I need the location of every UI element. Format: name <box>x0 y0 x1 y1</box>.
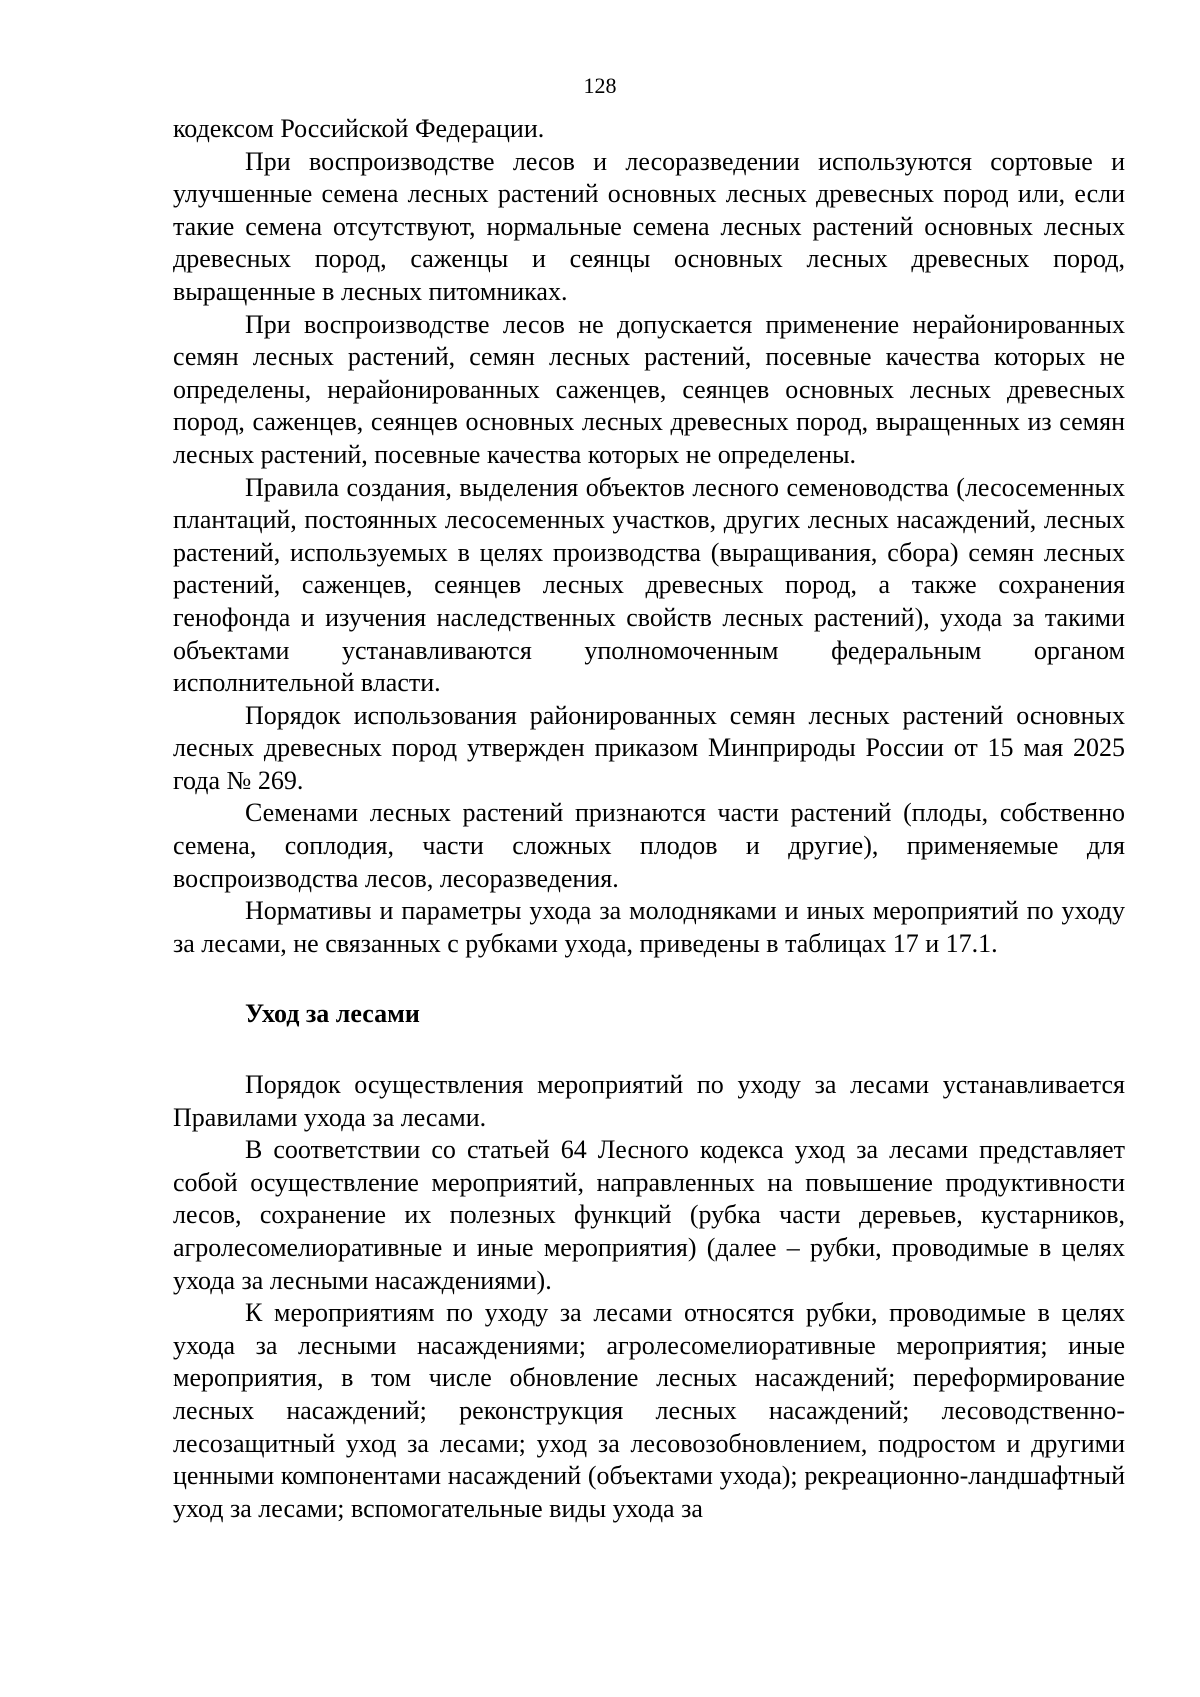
paragraph-seed-objects-rules: Правила создания, выделения объектов лесного семеноводства (лесосеменных плантаций, постоянных лесосеменных участков, других лесных насаждений, лесных растений, используемых в целях производства (выращивания, сбора) семян лесных растений, саженцев, сеянцев лесных древесных пород, а также сохранения генофонда и изучения наследственных свойств лесных растений), ухода за такими объектами устанавливаются уполномоченным федеральным органом исполнительной власти. <box>173 472 1125 698</box>
paragraph-seed-order: Порядок использования районированных семян лесных растений основных лесных древесных пород утвержден приказом Минприроды России от 15 мая 2025 года № 269. <box>173 700 1125 795</box>
paragraph-seed-definition: Семенами лесных растений признаются части растений (плоды, собственно семена, соплодия, части сложных плодов и другие), применяемые для воспроизводства лесов, лесоразведения. <box>173 798 1125 893</box>
document-body <box>173 113 1125 1525</box>
paragraph-seed-types: При воспроизводстве лесов и лесоразведении используются сортовые и улучшенные семена лесных растений основных лесных древесных пород или, если такие семена отсутствуют, нормальные семена лесных растений основных лесных древесных пород, саженцы и сеянцы основных лесных древесных пород, выращенные в лесных питомниках. <box>173 146 1125 306</box>
page-number: 128 <box>583 73 617 98</box>
paragraph-care-measures: К мероприятиям по уходу за лесами относятся рубки, проводимые в целях ухода за лесными насаждениями; агролесомелиоративные мероприятия; иные мероприятия, в том числе обновление лесных насаждений; переформирование лесных насаждений; реконструкция лесных насаждений; лесоводственно-лесозащитный уход за лесами; уход за лесовозобновлением, подростом и другими ценными компонентами насаждений (объектами ухода); рекреационно-ландшафтный уход за лесами; вспомогательные виды ухода за <box>173 1298 1125 1523</box>
paragraph-care-order: Порядок осуществления мероприятий по уходу за лесами устанавливается Правилами ухода за лесами. <box>173 1070 1125 1132</box>
paragraph-seed-prohibition: При воспроизводстве лесов не допускается применение нерайонированных семян лесных растений, семян лесных растений, посевные качества которых не определены, нерайонированных саженцев, сеянцев основных лесных древесных пород, саженцев, сеянцев основных лесных древесных пород, выращенных из семян лесных растений, посевные качества которых не определены. <box>173 309 1125 469</box>
paragraph-care-definition: В соответствии со статьей 64 Лесного кодекса уход за лесами представляет собой осуществление мероприятий, направленных на повышение продуктивности лесов, сохранение их полезных функций (рубка части деревьев, кустарников, агролесомелиоративные и иные мероприятия) (далее – рубки, проводимые в целях ухода за лесными насаждениями). <box>173 1135 1125 1295</box>
section-heading: Уход за лесами <box>245 999 420 1029</box>
paragraph-norms-reference: Нормативы и параметры ухода за молодняками и иных мероприятий по уходу за лесами, не связанных с рубками ухода, приведены в таблицах 17 и 17.1. <box>173 896 1125 958</box>
continuation-text: кодексом Российской Федерации. <box>173 114 545 143</box>
